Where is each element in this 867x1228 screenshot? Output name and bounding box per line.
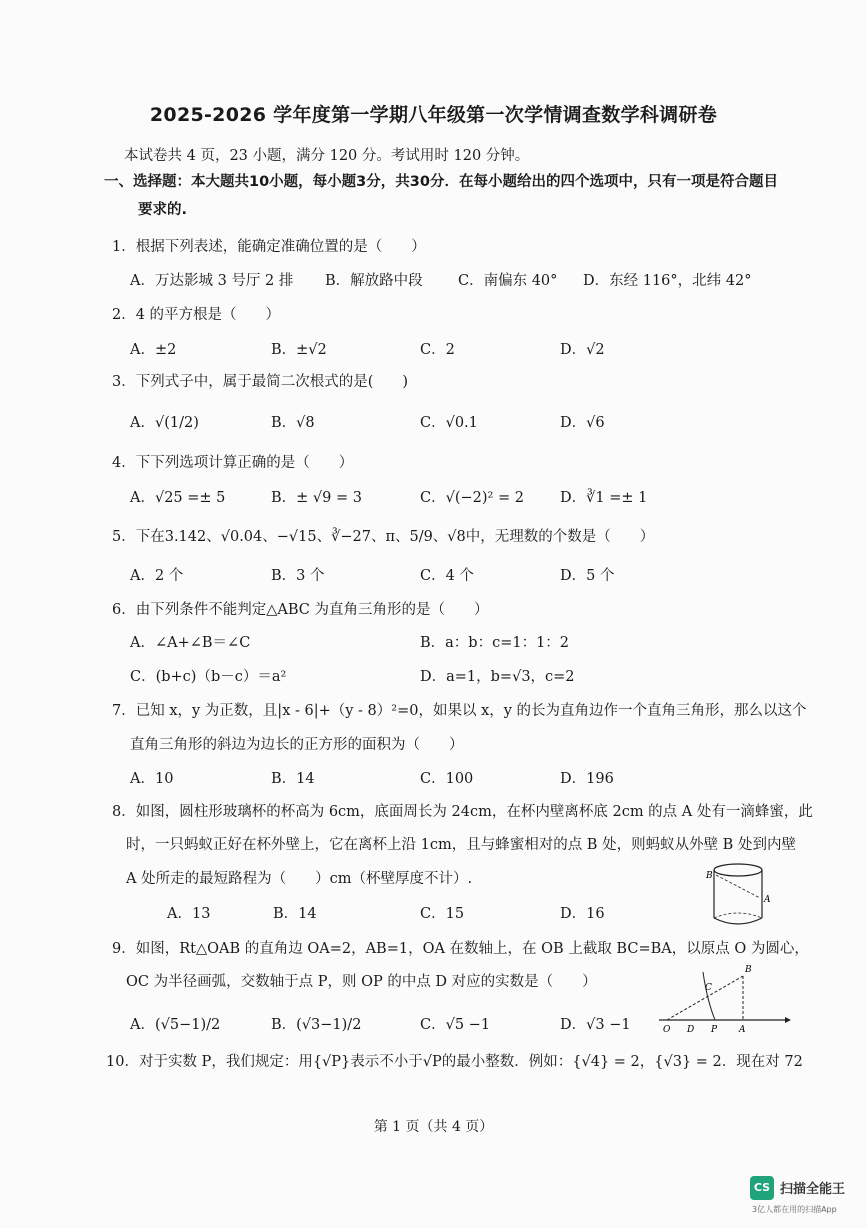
question-8-option-b: B．14 bbox=[273, 906, 317, 922]
question-8-stem-line3: A 处所走的最短路程为（ ）cm（杯壁厚度不计）. bbox=[126, 871, 473, 887]
question-2-option-b: B．±√2 bbox=[271, 342, 327, 358]
svg-text:A: A bbox=[739, 1025, 746, 1034]
svg-text:P: P bbox=[711, 1025, 718, 1034]
page-footer: 第 1 页（共 4 页） bbox=[373, 1119, 494, 1135]
question-8-stem-line2: 时，一只蚂蚁正好在杯外壁上，它在离杯上沿 1cm，且与蜂蜜相对的点 B 处，则蚂蚁从外壁 B 处到内壁 bbox=[126, 837, 796, 853]
question-3-option-a: A．√(1/2) bbox=[130, 415, 199, 431]
question-1-option-b: B．解放路中段 bbox=[325, 273, 423, 289]
question-2-option-a: A．±2 bbox=[130, 342, 177, 358]
exam-intro: 本试卷共 4 页，23 小题，满分 120 分。考试用时 120 分钟。 bbox=[124, 148, 530, 164]
question-5-option-a: A．2 个 bbox=[130, 568, 184, 584]
svg-text:O: O bbox=[663, 1025, 671, 1034]
question-2-option-c: C．2 bbox=[420, 342, 455, 358]
svg-text:D: D bbox=[687, 1025, 695, 1034]
question-6-option-a: A．∠A+∠B＝∠C bbox=[130, 635, 251, 651]
question-3-option-d: D．√6 bbox=[560, 415, 605, 431]
question-3-option-c: C．√0.1 bbox=[420, 415, 478, 431]
question-4-option-a: A．√25 =± 5 bbox=[130, 490, 226, 506]
question-5-option-c: C．4 个 bbox=[420, 568, 474, 584]
question-3-stem: 3．下列式子中，属于最简二次根式的是( ) bbox=[112, 374, 409, 390]
figure-label-b: B bbox=[706, 871, 713, 881]
scanner-watermark bbox=[750, 1176, 860, 1216]
question-5-option-d: D．5 个 bbox=[560, 568, 615, 584]
question-8-option-d: D．16 bbox=[560, 906, 605, 922]
question-6-stem: 6．由下列条件不能判定△ABC 为直角三角形的是（ ） bbox=[112, 602, 489, 618]
question-9-option-d: D．√3 −1 bbox=[560, 1017, 631, 1033]
number-line-figure bbox=[655, 960, 793, 1034]
exam-title: 2025-2026 学年度第一学期八年级第一次学情调查数学科调研卷 bbox=[149, 104, 718, 126]
question-7-option-c: C．100 bbox=[420, 771, 474, 787]
question-4-option-b: B．± √9 = 3 bbox=[271, 490, 362, 506]
scanner-logo-icon: CS bbox=[750, 1176, 774, 1200]
figure-label-a: A bbox=[764, 895, 771, 905]
question-1-option-a: A．万达影城 3 号厅 2 排 bbox=[130, 273, 294, 289]
question-6-option-b: B．a：b：c=1：1：2 bbox=[420, 635, 570, 651]
question-5-stem: 5．下在3.142、√0.04、−√15、∛−27、π、5/9、√8中，无理数的个数是（ ） bbox=[112, 529, 655, 545]
question-7-stem-line2: 直角三角形的斜边为边长的正方形的面积为（ ） bbox=[130, 737, 464, 753]
question-2-option-d: D．√2 bbox=[560, 342, 605, 358]
section-heading-line1: 一、选择题：本大题共10小题，每小题3分，共30分．在每小题给出的四个选项中，只有一项是符合题目 bbox=[104, 174, 778, 190]
question-1-stem: 1．根据下列表述，能确定准确位置的是（ ） bbox=[112, 239, 426, 255]
section-heading-line2: 要求的. bbox=[138, 202, 188, 218]
question-7-stem-line1: 7．已知 x，y 为正数，且|x - 6|+（y - 8）²=0，如果以 x，y 的长为直角边作一个直角三角形，那么以这个 bbox=[112, 703, 807, 719]
question-6-option-c: C．(b+c)（b－c）＝a² bbox=[130, 669, 287, 685]
question-8-option-c: C．15 bbox=[420, 906, 465, 922]
question-9-stem-line1: 9．如图，Rt△OAB 的直角边 OA=2，AB=1，OA 在数轴上，在 OB 上截取 BC=BA，以原点 O 为圆心， bbox=[112, 941, 809, 957]
scanner-app-name: 扫描全能王 bbox=[780, 1182, 846, 1197]
question-9-option-c: C．√5 −1 bbox=[420, 1017, 491, 1033]
question-8-option-a: A．13 bbox=[167, 906, 211, 922]
question-9-stem-line2: OC 为半径画弧，交数轴于点 P，则 OP 的中点 D 对应的实数是（ ） bbox=[126, 974, 597, 990]
question-7-option-b: B．14 bbox=[271, 771, 315, 787]
question-4-option-c: C．√(−2)² = 2 bbox=[420, 490, 524, 506]
question-4-option-d: D．∛1 =± 1 bbox=[560, 490, 648, 506]
question-1-option-c: C．南偏东 40° bbox=[458, 273, 558, 289]
question-7-option-a: A．10 bbox=[130, 771, 174, 787]
question-9-option-b: B．(√3−1)/2 bbox=[271, 1017, 362, 1033]
question-10-stem: 10．对于实数 P，我们规定：用{√P}表示不小于√P的最小整数．例如：{√4} = 2，{√3} = 2．现在对 72 bbox=[106, 1054, 803, 1070]
question-9-option-a: A．(√5−1)/2 bbox=[130, 1017, 221, 1033]
svg-text:B: B bbox=[745, 965, 752, 975]
scanner-tagline: 3亿人都在用的扫描App bbox=[752, 1205, 837, 1214]
question-3-option-b: B．√8 bbox=[271, 415, 315, 431]
cylinder-figure bbox=[702, 858, 772, 928]
question-5-option-b: B．3 个 bbox=[271, 568, 325, 584]
question-7-option-d: D．196 bbox=[560, 771, 614, 787]
question-2-stem: 2．4 的平方根是（ ） bbox=[112, 307, 281, 323]
question-1-option-d: D．东经 116°，北纬 42° bbox=[583, 273, 752, 289]
question-6-option-d: D．a=1，b=√3，c=2 bbox=[420, 669, 575, 685]
question-8-stem-line1: 8．如图，圆柱形玻璃杯的杯高为 6cm，底面周长为 24cm，在杯内壁离杯底 2cm 的点 A 处有一滴蜂蜜，此 bbox=[112, 804, 813, 820]
question-4-stem: 4．下下列选项计算正确的是（ ） bbox=[112, 455, 354, 471]
svg-text:C: C bbox=[705, 983, 712, 993]
